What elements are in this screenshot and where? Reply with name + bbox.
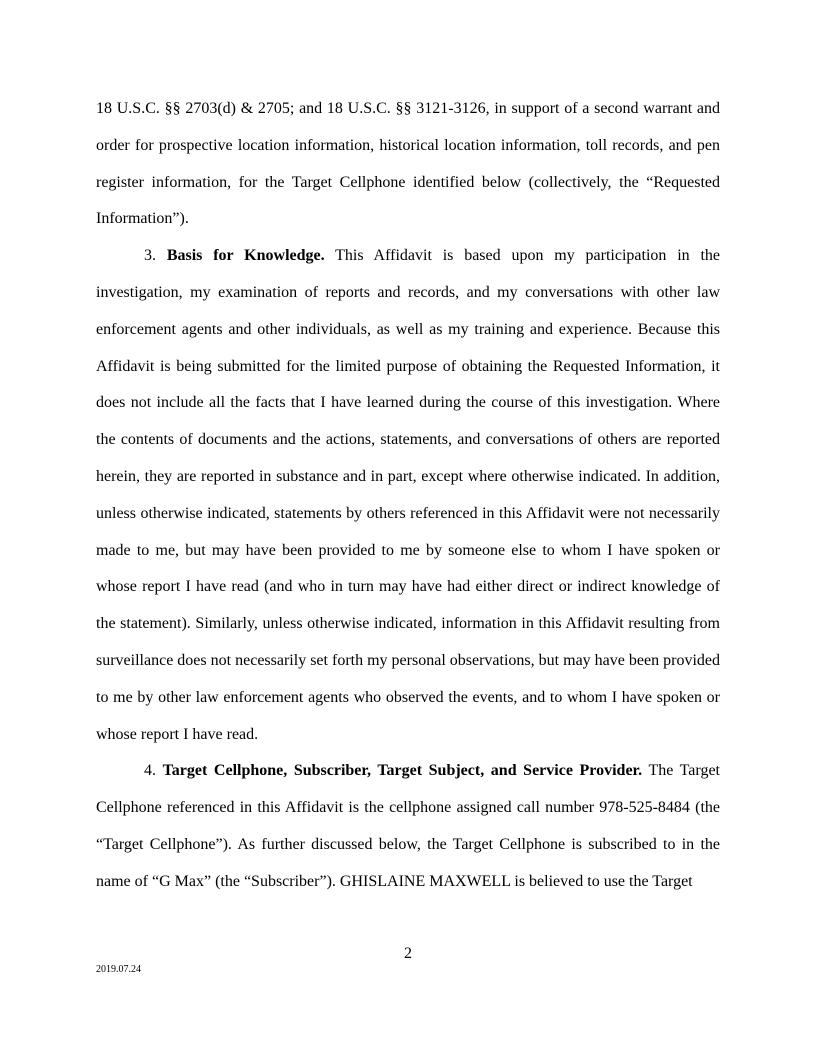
paragraph-4-text: The Target Cellphone referenced in this Affidavit is the cellphone assigned call number 978-525-8484 (the “Target Cellphone”). As further discussed below, the Target Cellphone is subscribed to in the name of “G Max” (the “Subscriber”). GHISLAINE MAXWELL is believed to use the Target [96, 762, 720, 890]
paragraph-3-number: 3. [144, 247, 156, 265]
page-number: 2 [404, 945, 412, 962]
paragraph-4-heading: Target Cellphone, Subscriber, Target Subject, and Service Provider. [162, 762, 643, 780]
paragraph-3-heading: Basis for Knowledge. [166, 247, 325, 265]
document-date: 2019.07.24 [96, 964, 141, 975]
paragraph-4-number: 4. [144, 762, 156, 780]
paragraph-4 [96, 753, 720, 900]
paragraph-3-text: This Affidavit is based upon my participation in the investigation, my examination of reports and records, and my conversations with other law enforcement agents and other individuals, as well as my training and experience. Because this Affidavit is being submitted for the limited purpose of obtaining the Requested Information, it does not include all the facts that I have learned during the course of this investigation. Where the contents of documents and the actions, statements, and conversations of others are reported herein, they are reported in substance and in part, except where otherwise indicated. In addition, unless otherwise indicated, statements by others referenced in this Affidavit were not necessarily made to me, but may have been provided to me by someone else to whom I have spoken or whose report I have read (and who in turn may have had either direct or indirect knowledge of the statement). Similarly, unless otherwise indicated, information in this Affidavit resulting from surveillance does not necessarily set forth my personal observations, but may have been provided to me by other law enforcement agents who observed the events, and to whom I have spoken or whose report I have read. [96, 247, 721, 743]
paragraph-3 [96, 238, 720, 753]
paragraph-2-continued: 18 U.S.C. §§ 2703(d) & 2705; and 18 U.S.C. §§ 3121-3126, in support of a second warrant and order for prospective location information, historical location information, toll records, and pen register information, for the Target Cellphone identified below (collectively, the “Requested Information”). [96, 100, 720, 228]
affidavit-body [96, 91, 720, 901]
